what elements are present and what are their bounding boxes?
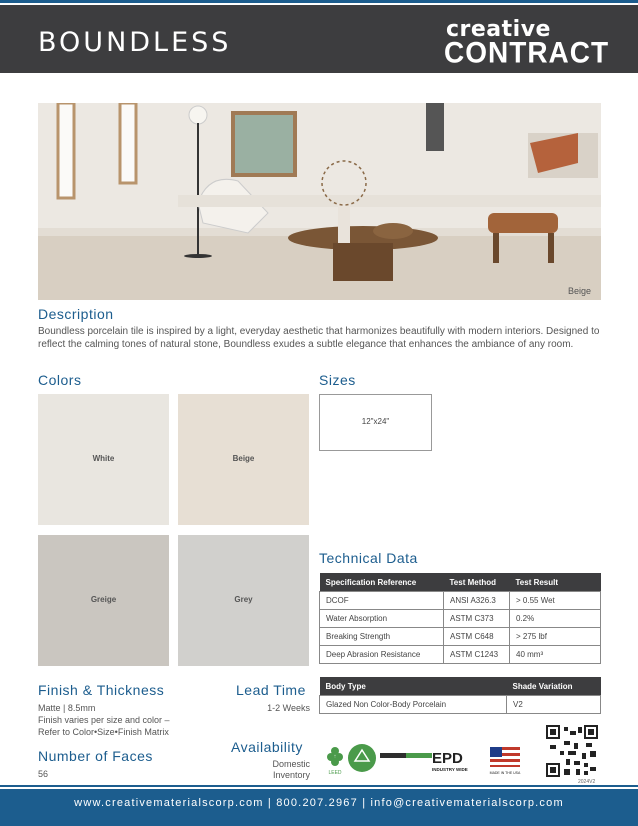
epd-icon xyxy=(432,750,468,772)
swatch-label: Grey xyxy=(234,595,253,604)
footer-website-link[interactable]: www.creativematerialscorp.com xyxy=(74,797,264,809)
lead-time-value: 1-2 Weeks xyxy=(267,703,310,713)
table-row xyxy=(320,696,601,714)
hero-image xyxy=(38,103,601,300)
swatch-grey xyxy=(178,535,309,666)
footer-separator: | xyxy=(267,797,277,809)
epd-label: EPD xyxy=(432,750,463,767)
table-cell: > 275 lbf xyxy=(510,628,601,646)
usa-flag-icon xyxy=(490,747,521,775)
swatch-white xyxy=(38,394,169,525)
swatch-label: Greige xyxy=(90,595,117,604)
lead-time-heading: Lead Time xyxy=(236,682,306,698)
description-text: Boundless porcelain tile is inspired by a light, everyday aesthetic that harmonizes beautifully with modern interiors. Designed to reflect the calming tones of natural stone, Boundless exudes a subtle elegance that enhances the ambiance of any room. xyxy=(38,326,600,350)
column-header: Body Type xyxy=(320,677,507,696)
swatch-beige xyxy=(178,394,309,525)
table-row xyxy=(320,592,601,610)
leed-icon xyxy=(327,747,343,776)
brand-logo-bottom: CONTRACT xyxy=(444,36,610,69)
recycle-icon xyxy=(348,744,376,772)
column-header: Test Result xyxy=(510,573,601,592)
version-label: 2024V2 xyxy=(578,779,596,785)
table-cell: Breaking Strength xyxy=(320,628,444,646)
body-type-table xyxy=(319,677,601,714)
finish-heading: Finish & Thickness xyxy=(38,682,165,698)
technical-table xyxy=(319,573,601,664)
finish-line-3: Refer to Color•Size•Finish Matrix xyxy=(38,727,169,737)
table-cell: 0.2% xyxy=(510,610,601,628)
table-cell: Water Absorption xyxy=(320,610,444,628)
faces-heading: Number of Faces xyxy=(38,748,153,764)
table-cell: > 0.55 Wet xyxy=(510,592,601,610)
brand-logo-top: creative xyxy=(446,17,551,42)
table-cell: Deep Abrasion Resistance xyxy=(320,646,444,664)
table-cell: ASTM C648 xyxy=(444,628,510,646)
faces-value: 56 xyxy=(38,769,49,779)
table-cell: ASTM C1243 xyxy=(444,646,510,664)
table-cell: DCOF xyxy=(320,592,444,610)
swatch-label: White xyxy=(92,454,115,463)
finish-line-1: Matte | 8.5mm xyxy=(38,703,96,713)
size-label: 12"x24" xyxy=(361,417,390,426)
table-cell: ASTM C373 xyxy=(444,610,510,628)
table-cell: V2 xyxy=(507,696,601,714)
table-cell: 40 mm³ xyxy=(510,646,601,664)
table-row xyxy=(320,610,601,628)
table-cell: ANSI A326.3 xyxy=(444,592,510,610)
availability-line-2: Inventory xyxy=(272,770,310,780)
certification-badges xyxy=(324,741,524,777)
top-accent-line xyxy=(0,0,638,3)
footer-contact xyxy=(0,797,638,809)
leed-label: LEED xyxy=(328,770,342,776)
epd-sublabel: INDUSTRY WIDE xyxy=(432,767,468,772)
availability-line-1: Domestic xyxy=(272,759,310,769)
technical-heading: Technical Data xyxy=(319,550,418,566)
description-heading: Description xyxy=(38,306,114,322)
finish-line-2: Finish varies per size and color – xyxy=(38,715,170,725)
footer-email-link[interactable]: info@creativematerialscorp.com xyxy=(370,797,564,809)
availability-heading: Availability xyxy=(231,739,303,755)
sizes-heading: Sizes xyxy=(319,372,356,388)
swatch-label: Beige xyxy=(232,454,255,463)
column-header: Test Method xyxy=(444,573,510,592)
size-option xyxy=(319,394,432,451)
footer-phone-link[interactable]: 800.207.2967 xyxy=(276,797,358,809)
table-row xyxy=(320,628,601,646)
color-bars-icon xyxy=(380,753,432,758)
usa-label: MADE IN THE USA xyxy=(489,771,521,775)
table-row xyxy=(320,646,601,664)
hero-caption: Beige xyxy=(567,286,591,296)
colors-heading: Colors xyxy=(38,372,82,388)
column-header: Shade Variation xyxy=(507,677,601,696)
page-title: BOUNDLESS xyxy=(38,27,232,58)
table-cell: Glazed Non Color-Body Porcelain xyxy=(320,696,507,714)
footer-accent-line xyxy=(0,785,638,787)
qr-code[interactable] xyxy=(546,725,598,777)
footer-separator: | xyxy=(362,797,371,809)
room-illustration xyxy=(38,103,601,300)
column-header: Specification Reference xyxy=(320,573,444,592)
swatch-greige xyxy=(38,535,169,666)
header-bar xyxy=(0,5,638,73)
